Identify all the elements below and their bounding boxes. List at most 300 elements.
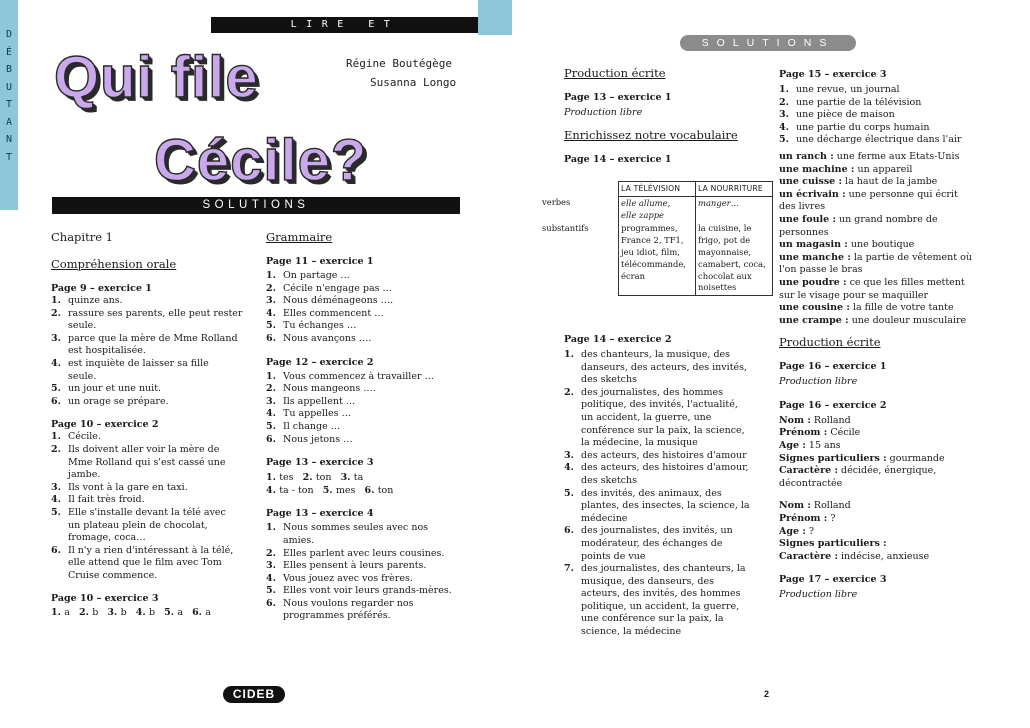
item-text: Mme Rolland qui s'est cassé une [68,456,226,468]
definition-list [779,151,1019,327]
definition-term: une cousine : [779,302,850,314]
item-number: 1. [266,370,276,382]
cell-line: elle allume, [621,197,671,208]
cell-line: la cuisine, le [698,223,752,234]
item-number: 4. [135,607,149,619]
table-header-nourriture: LA NOURRITURE [696,182,773,197]
cell-line: mayonnaise, [698,246,752,257]
series-header: LIRE ET S'ENTRAÎNER [211,17,479,33]
definition-term: une manche : [779,251,851,263]
list-item [51,396,256,409]
item-text: science, la médecine [581,626,682,638]
item-text: médecine [581,512,628,524]
cell-line: chocolat aux [698,270,752,281]
definition-line [779,526,1019,539]
definition-text: Cécile [827,427,861,439]
spine-letter: É [5,46,13,58]
item-text: points de vue [581,550,646,562]
definition-text: Rolland [810,414,851,426]
item-text: b [120,607,136,619]
section-comprehension-orale: Compréhension orale [51,257,177,271]
production-libre: Production libre [779,589,858,601]
definition-term: une machine : [779,163,855,175]
list-item [51,431,256,444]
list-item [564,563,772,639]
definition-line [779,415,1019,428]
item-text: Nous déménageons …. [283,295,394,307]
exercise-heading: Page 9 – exercice 1 [51,283,152,294]
item-text: On partage … [283,270,350,281]
item-text: des acteurs, des histoires d'amour, [581,462,749,474]
definition-text: la haut de la jambe [842,176,938,188]
item-number: 6. [364,484,378,496]
item-number: 6. [266,597,276,609]
chapter-title: Chapitre 1 [51,230,113,244]
answer-row [266,485,466,498]
item-text: Il change … [283,420,341,432]
spine-letter: N [5,134,13,145]
definition-text: un grand nombre de [835,213,938,225]
item-number: 1. [51,295,61,306]
column-3-lower [564,333,772,639]
list-item [779,134,1019,147]
definition-term: un écrivain : [779,188,846,200]
item-number: 1. [51,607,65,619]
definition-line [779,302,1019,315]
item-number: 4. [266,484,280,496]
list-item [51,482,256,495]
item-number: 4. [779,121,789,133]
table-cell [696,196,773,222]
item-number: 4. [564,462,574,474]
spine-letter: D [5,29,13,40]
list-item [51,295,256,308]
item-text: Elles commencent … [283,307,384,319]
item-number: 6. [51,544,61,556]
item-number: 3. [266,560,276,572]
item-number: 3. [340,472,354,484]
definition-text: l'on passe le bras [779,264,863,276]
list-item [564,349,772,387]
item-text: un orage se prépare. [68,395,169,407]
definition-text: ce que les filles mettent [846,276,965,288]
definition-line [779,513,1019,526]
list-item [51,333,256,358]
item-text: b [92,607,108,619]
item-text: seule. [68,370,97,382]
list-item [266,598,466,623]
definition-text: décontractée [779,477,843,489]
item-number: 5. [51,383,61,395]
section-production-ecrite: Production écrite [564,66,666,80]
list-item [266,548,466,561]
item-text: a [205,607,218,619]
answer-list [779,84,1019,147]
exercise-heading: Page 11 – exercice 1 [266,256,374,267]
item-text: Ils vont à la gare en taxi. [68,481,188,493]
item-text: rassure ses parents, elle peut rester [68,307,243,319]
item-text: Il n'y a rien d'intéressant à la télé, [68,544,234,556]
item-number: 6. [51,395,61,407]
author-2: Susanna Longo [370,76,457,89]
spine-letter: T [5,151,13,163]
item-text: Cruise commence. [68,569,158,581]
spine-label [2,26,16,166]
table-cell [619,222,696,295]
item-text: Elles vont voir leurs grands-mères. [283,585,452,597]
definition-line [779,551,1019,564]
exercise-heading: Page 14 – exercice 2 [564,334,672,345]
list-item [779,97,1019,110]
item-number: 5. [564,487,574,499]
definition-line [779,164,1019,177]
item-text: des journalistes, des chanteurs, la [581,563,746,575]
definition-line [779,252,1019,265]
definition-term: Nom : [779,414,811,426]
cell-line: noisettes [698,282,737,293]
definition-text: indécise, anxieuse [837,550,930,562]
definition-term: une foule : [779,213,836,225]
definition-term: Prénom : [779,427,828,439]
item-text: politique, des invités, l'actualité, [581,399,738,411]
definition-term: Caractère : [779,550,838,562]
definition-term: une poudre : [779,276,847,288]
list-item [266,371,466,384]
spine-letter: B [5,64,13,75]
item-number: 5. [164,607,178,619]
definition-line [779,277,1019,290]
cell-line: camabert, coca, [698,258,766,269]
answer-list [51,295,256,408]
item-text: Tu échanges … [283,320,357,332]
list-item [564,450,772,463]
definition-term: une crampe : [779,314,849,326]
definition-line [779,189,1019,202]
list-item [51,383,256,396]
answer-list [266,371,466,447]
item-text: des sketchs [581,474,637,486]
item-text: la médecine, la musique [581,437,698,449]
item-text: des sketchs [581,374,637,386]
item-number: 6. [266,433,276,445]
list-item [51,308,256,333]
list-item [564,387,772,450]
item-text: des chanteurs, la musique, des [581,349,731,360]
item-text: Nous jetons … [283,433,353,445]
exercise-heading: Page 13 – exercice 4 [266,508,374,520]
definition-line [779,465,1019,478]
item-number: 4. [51,494,61,506]
list-item [51,507,256,545]
table-header-television: LA TÉLÉVISION [619,182,696,197]
list-item [266,522,466,547]
list-item [779,84,1019,97]
exercise-heading: Page 13 – exercice 3 [266,457,374,469]
item-text: parce que la mère de Mme Rolland [68,332,238,344]
solutions-bar: SOLUTIONS [52,197,460,214]
spine-letter: U [5,81,13,93]
list-item [51,444,256,482]
definition-line [779,478,1019,491]
cell-line: programmes, [621,223,678,234]
cell-line: manger… [698,197,740,208]
definition-line [779,264,1019,277]
item-number: 2. [266,547,276,559]
item-text: ton [315,472,341,484]
definition-line [779,214,1019,227]
definition-line [779,538,1019,551]
answer-list [564,349,772,639]
item-text: une pièce de maison [796,109,895,121]
definition-line [779,315,1019,328]
item-text: Vous jouez avec vos frères. [283,572,413,584]
definition-line [779,500,1019,513]
item-text: plantes, des insectes, la science, la [581,500,750,512]
definition-term: Age : [779,525,806,537]
definition-term: Signes particuliers : [779,452,887,464]
definition-term: Age : [779,440,806,452]
definition-term: Prénom : [779,513,828,525]
definition-text: un appareil [854,163,913,175]
book-title-line1: Qui file [54,45,259,110]
item-text: Nous voulons regarder nos [283,597,414,609]
item-text: Ils appellent … [283,395,356,407]
exercise-heading: Page 10 – exercice 2 [51,419,159,431]
definition-text: ? [805,525,814,537]
item-text: est hospitalisée. [68,345,146,357]
item-number: 5. [266,420,276,432]
definition-text: la partie de vêtement où [850,251,972,263]
exercise-heading: Page 12 – exercice 2 [266,356,374,368]
production-libre: Production libre [779,376,858,388]
item-text: modérateur, des échanges de [581,537,723,549]
item-number: 5. [779,134,789,146]
item-number: 3. [266,295,276,307]
item-number: 4. [266,307,276,319]
item-number: 4. [51,357,61,369]
row-label-verbes: verbes [542,197,571,208]
production-libre: Production libre [564,107,643,118]
item-number: 1. [266,522,276,534]
column-4 [779,68,1019,602]
row-label-substantifs: substantifs [542,223,589,234]
definition-text: ? [827,513,836,525]
list-item [266,283,466,296]
exercise-heading: Page 10 – exercice 3 [51,593,159,605]
item-number: 2. [779,96,789,108]
item-number: 5. [266,320,276,332]
list-item [266,573,466,586]
definition-text: gourmande [886,452,945,464]
item-text: une partie du corps humain [796,121,930,133]
answer-list [51,431,256,582]
item-number: 2. [302,472,316,484]
item-text: Cécile n'engage pas … [283,282,393,294]
item-text: danseurs, des acteurs, des invités, [581,361,748,373]
item-number: 2. [266,282,276,294]
section-production-ecrite-2: Production écrite [779,335,881,350]
exercise-heading: Page 15 – exercice 3 [779,69,887,80]
item-text: politique, un accident, la guerre, [581,600,740,612]
list-item [266,408,466,421]
item-number: 4. [266,572,276,584]
item-text: Il fait très froid. [68,494,145,506]
item-number: 6. [564,525,574,537]
item-number: 1. [564,349,574,360]
definition-text: décidée, énergique, [837,465,937,477]
list-item [266,270,466,283]
exercise-heading: Page 13 – exercice 1 [564,92,672,103]
item-text: des journalistes, des invités, un [581,525,733,537]
item-text: amies. [283,534,315,546]
answer-row [51,607,256,620]
solutions-pill: SOLUTIONS [680,35,856,51]
exercise-heading: Page 16 – exercice 1 [779,361,887,373]
definition-text: une douleur musculaire [848,314,967,326]
item-text: a [177,607,193,619]
spine-letter: T [5,99,13,110]
definition-line [779,239,1019,252]
definition-term: une cuisse : [779,176,843,188]
item-text: mes [335,484,365,496]
item-text: Tu appelles … [283,408,352,420]
item-text: une décharge électrique dans l'air [796,134,962,146]
cell-line: écran [621,270,646,281]
list-item [266,308,466,321]
list-item [51,358,256,383]
table-cell [696,222,773,295]
column-1 [51,230,256,620]
definition-line [779,227,1019,240]
list-item [564,462,772,487]
item-text: Vous commencez à travailler … [283,370,435,382]
item-text: des invités, des animaux, des [581,487,722,499]
item-text: Elles parlent avec leurs cousines. [283,547,445,559]
item-text: ta - ton [279,484,323,496]
item-number: 6. [266,332,276,344]
list-item [266,383,466,396]
definition-text: une personne qui écrit [845,188,958,200]
item-text: une partie de la télévision [796,96,922,108]
definition-term: un ranch : [779,150,834,162]
publisher-logo: CIDEB [223,686,285,703]
column-3 [564,66,769,166]
item-number: 5. [51,506,61,518]
item-text: Ils doivent aller voir la mère de [68,443,220,455]
definition-line [779,201,1019,214]
definition-term: Caractère : [779,465,838,477]
list-item [779,109,1019,122]
item-number: 3. [51,332,61,344]
definition-line [779,440,1019,453]
item-text: des journalistes, des hommes [581,386,723,398]
definition-text: personnes [779,226,829,238]
item-number: 1. [266,472,280,484]
column-2 [266,230,466,623]
cell-line: jeu idiot, film, [621,246,680,257]
list-item [51,545,256,583]
definition-line [779,151,1019,164]
item-text: elle attend que le film avec Tom [68,557,222,569]
item-number: 2. [78,607,93,619]
definition-term: Nom : [779,500,811,512]
list-item [564,525,772,563]
header-accent [478,0,512,35]
item-text: un plateau plein de chocolat, [68,519,208,531]
list-item [266,421,466,434]
item-text: Nous mangeons …. [283,383,376,395]
item-number: 4. [266,408,276,420]
exercise-heading: Page 17 – exercice 3 [779,574,887,586]
item-number: 3. [779,109,789,121]
list-item [266,320,466,333]
item-number: 2. [564,386,574,398]
item-text: b [148,607,165,619]
item-text: un jour et une nuit. [68,383,162,395]
item-number: 3. [51,481,61,493]
list-item [266,333,466,346]
author-1: Régine Boutégège [346,57,452,70]
item-text: des acteurs, des histoires d'amour [581,449,747,461]
section-vocabulaire: Enrichissez notre vocabulaire [564,127,738,142]
cell-line: télécommande, [621,258,686,269]
item-text: un accident, la guerre, une [581,411,712,423]
item-text: Elles pensent à leurs parents. [283,560,427,572]
item-text: ton [377,484,400,496]
profile-card [779,500,1019,563]
item-text: a [64,607,79,619]
definition-text: une boutique [847,239,915,251]
item-number: 1. [51,431,61,443]
cell-line: elle zappe [621,209,665,220]
item-text: Cécile. [68,431,101,443]
item-text: ta [353,472,370,484]
definition-text: une ferme aux Etats-Unis [833,150,960,162]
item-text: seule. [68,320,97,332]
item-text: acteurs, des invités, des hommes [581,588,741,600]
book-title-line2: Cécile? [154,128,368,193]
answer-list [266,522,466,623]
item-text: une conférence sur la paix, la [581,613,724,625]
item-number: 7. [564,563,574,575]
item-number: 6. [192,607,206,619]
definition-line [779,453,1019,466]
answer-row [266,472,466,485]
item-text: jambe. [68,469,101,481]
list-item [266,434,466,447]
item-number: 1. [779,84,789,95]
answer-list [266,270,466,346]
definition-line [779,290,1019,303]
page-number: 2 [764,689,770,699]
profile-card [779,415,1019,491]
list-item [266,396,466,409]
definition-text: sur le visage pour se maquiller [779,289,929,301]
item-text: Elle s'installe devant la télé avec [68,506,226,518]
item-number: 1. [266,270,276,281]
cell-line: frigo, pot de [698,235,751,246]
item-number: 2. [51,307,61,319]
definition-text: des livres [779,201,826,213]
item-text: conférence sur la paix, la science, [581,424,745,436]
definition-text: 15 ans [805,440,841,452]
item-number: 5. [322,484,336,496]
definition-text: Rolland [810,500,851,512]
list-item [266,560,466,573]
section-grammaire: Grammaire [266,230,333,244]
definition-text: la fille de votre tante [849,302,954,314]
item-number: 3. [107,607,121,619]
